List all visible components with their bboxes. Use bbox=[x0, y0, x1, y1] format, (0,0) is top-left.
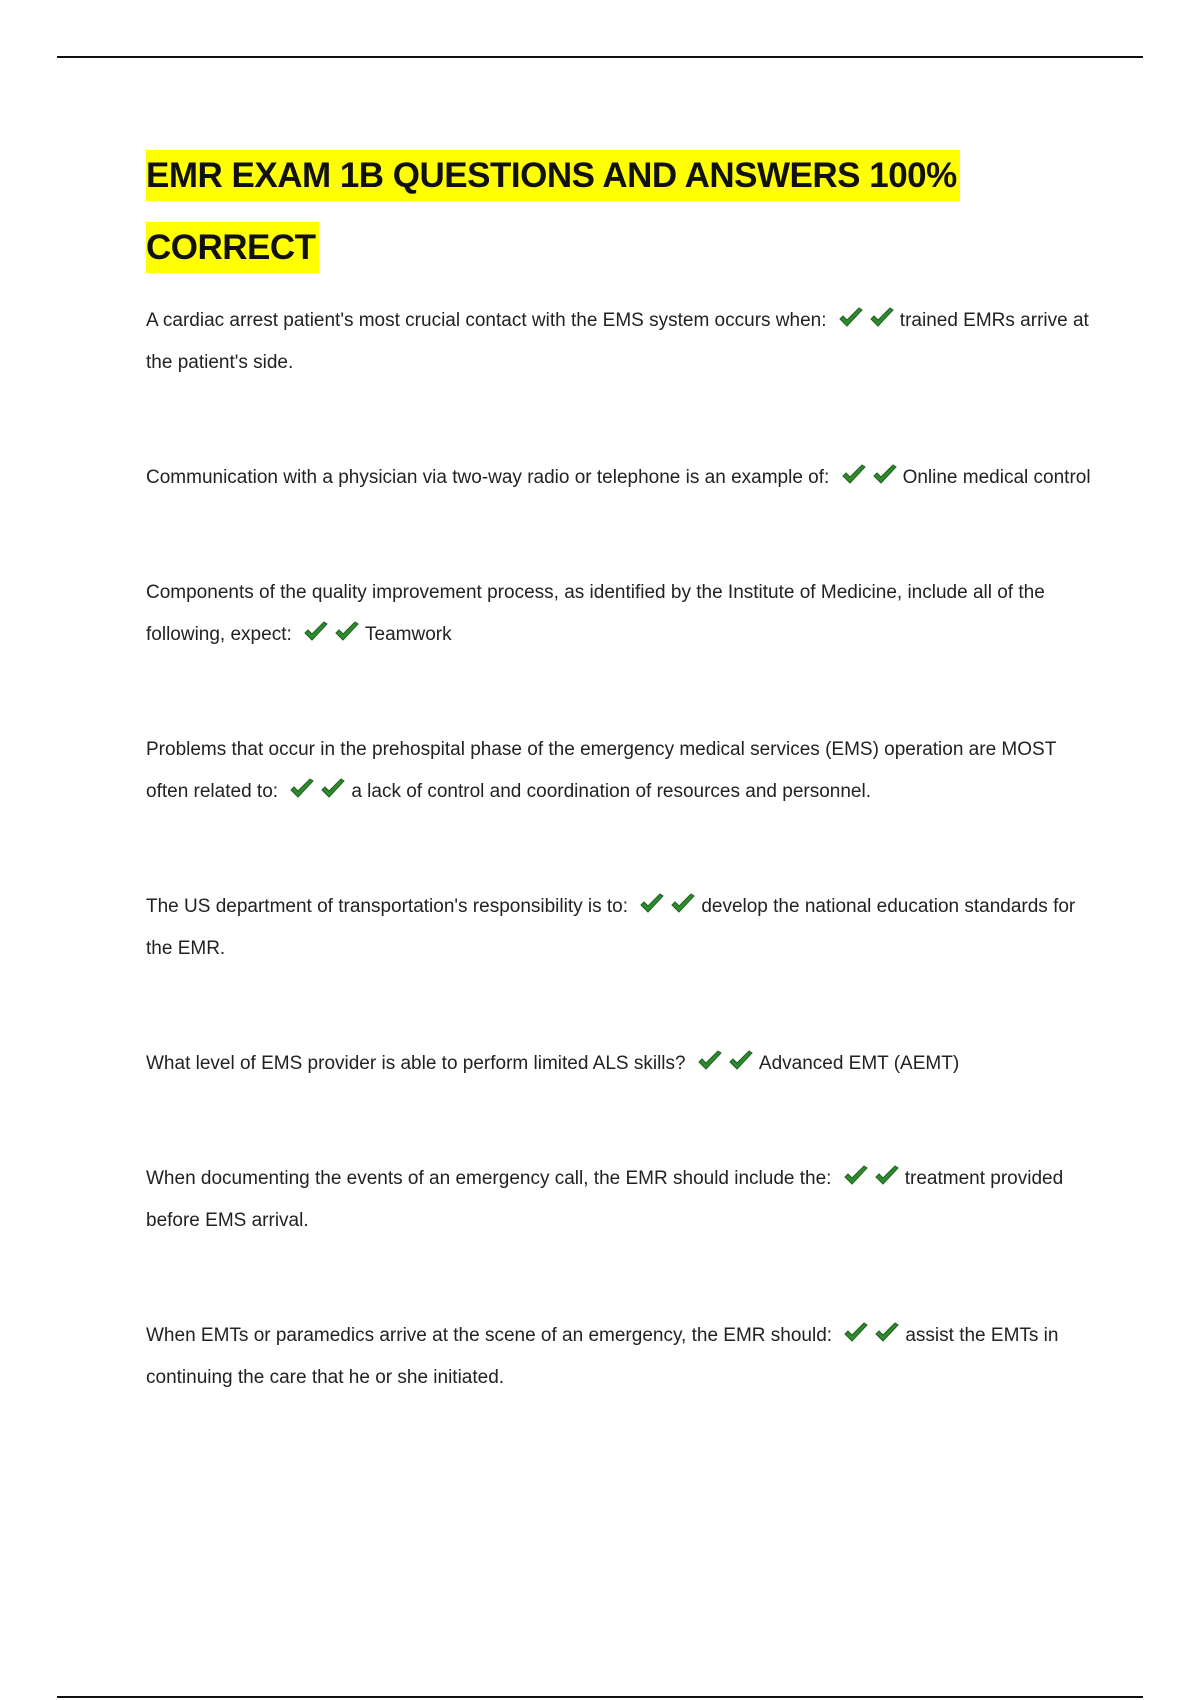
document-body bbox=[146, 140, 1096, 1472]
title-highlight-1: EMR EXAM 1B QUESTIONS AND ANSWERS 100% bbox=[146, 150, 960, 201]
qa-list bbox=[146, 300, 1096, 1399]
question-text: Components of the quality improvement process, as identified by the Institute of Medicine, include all of the following, expect: bbox=[146, 582, 1045, 645]
green-checkmark-icon bbox=[670, 893, 696, 915]
green-checkmark-icon bbox=[289, 778, 315, 800]
green-checkmark-icon bbox=[320, 778, 346, 800]
qa-item bbox=[146, 572, 1096, 656]
question-text: When EMTs or paramedics arrive at the scene of an emergency, the EMR should: bbox=[146, 1325, 833, 1346]
question-text: Communication with a physician via two-way radio or telephone is an example of: bbox=[146, 467, 830, 488]
green-checkmark-icon bbox=[874, 1165, 900, 1187]
answer-text: develop the national education standards for the EMR. bbox=[146, 896, 1076, 959]
answer-text: assist the EMTs in continuing the care that he or she initiated. bbox=[146, 1325, 1059, 1388]
green-checkmark-icon bbox=[872, 464, 898, 486]
bottom-rule bbox=[57, 1696, 1143, 1698]
green-checkmark-icon bbox=[697, 1050, 723, 1072]
answer-text: Advanced EMT (AEMT) bbox=[758, 1053, 960, 1074]
qa-item bbox=[146, 457, 1096, 499]
top-rule bbox=[57, 56, 1143, 58]
green-checkmark-icon bbox=[874, 1322, 900, 1344]
qa-item bbox=[146, 1315, 1096, 1399]
answer-text: Online medical control bbox=[902, 467, 1091, 488]
green-checkmark-icon bbox=[639, 893, 665, 915]
title-highlight-2: CORRECT bbox=[146, 222, 319, 273]
green-checkmark-icon bbox=[869, 307, 895, 329]
question-text: A cardiac arrest patient's most crucial contact with the EMS system occurs when: bbox=[146, 310, 827, 331]
answer-text: treatment provided before EMS arrival. bbox=[146, 1168, 1064, 1231]
qa-item bbox=[146, 1043, 1096, 1085]
answer-text: Teamwork bbox=[365, 624, 452, 645]
answer-text: trained EMRs arrive at the patient's side. bbox=[146, 310, 1089, 373]
green-checkmark-icon bbox=[841, 464, 867, 486]
question-text: What level of EMS provider is able to perform limited ALS skills? bbox=[146, 1053, 686, 1074]
green-checkmark-icon bbox=[334, 621, 360, 643]
green-checkmark-icon bbox=[838, 307, 864, 329]
green-checkmark-icon bbox=[728, 1050, 754, 1072]
qa-item bbox=[146, 1158, 1096, 1242]
green-checkmark-icon bbox=[843, 1165, 869, 1187]
green-checkmark-icon bbox=[303, 621, 329, 643]
qa-item bbox=[146, 729, 1096, 813]
question-text: The US department of transportation's responsibility is to: bbox=[146, 896, 629, 917]
document-title-line-2 bbox=[146, 212, 1096, 284]
question-text: When documenting the events of an emergency call, the EMR should include the: bbox=[146, 1168, 832, 1189]
answer-text: a lack of control and coordination of resources and personnel. bbox=[351, 781, 871, 802]
green-checkmark-icon bbox=[843, 1322, 869, 1344]
qa-item bbox=[146, 886, 1096, 970]
document-title-line-1 bbox=[146, 140, 1096, 212]
question-text: Problems that occur in the prehospital phase of the emergency medical services (EMS) operation are MOST often related to: bbox=[146, 739, 1056, 802]
qa-item bbox=[146, 300, 1096, 384]
